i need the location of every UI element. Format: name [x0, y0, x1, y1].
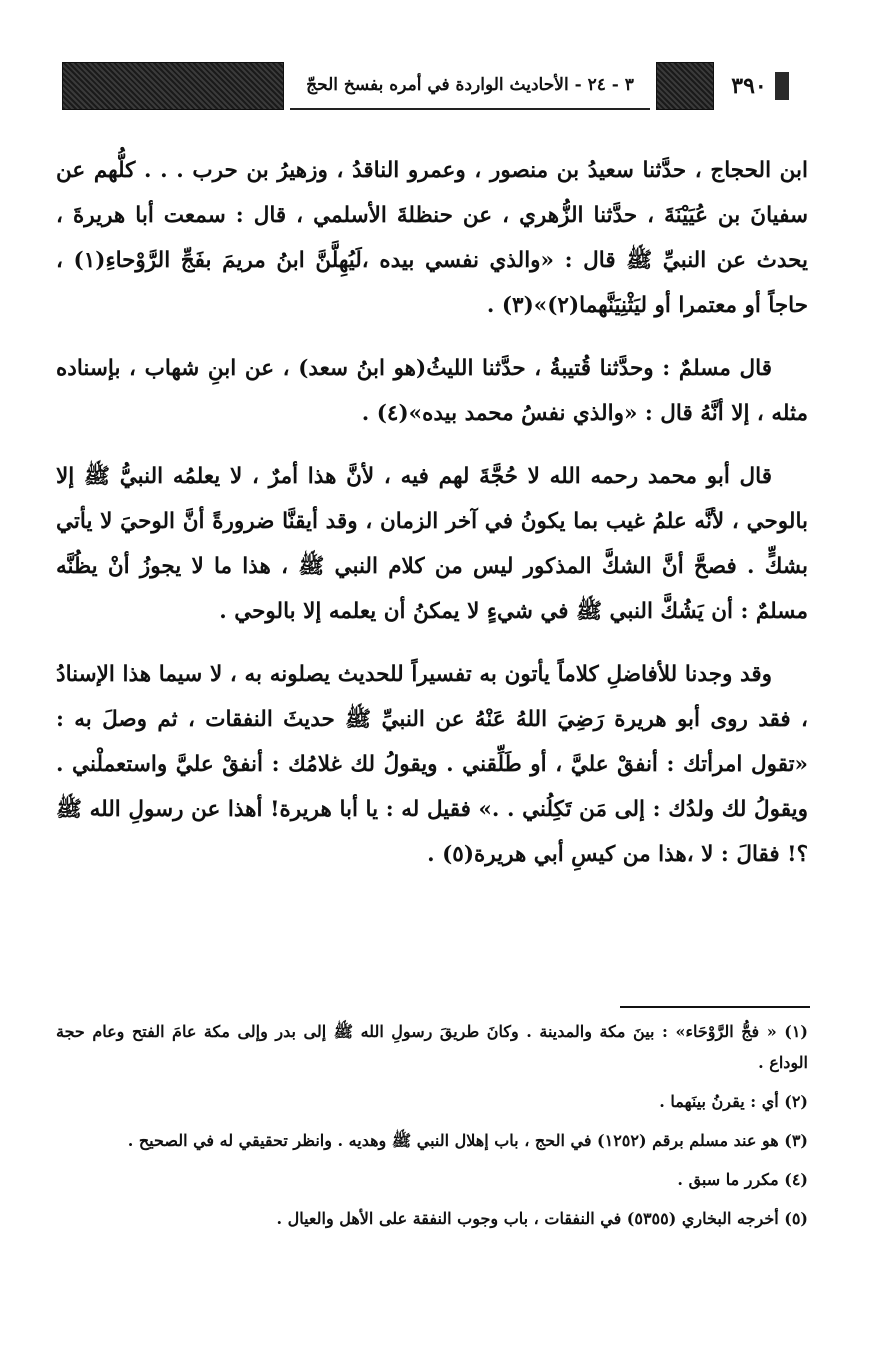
- header-title: ٣ - ٢٤ - الأحاديث الواردة في أمره بفسخ الحجّ: [290, 62, 650, 110]
- paragraph: وقد وجدنا للأفاضلِ كلاماً يأتون به تفسيراً للحديث يصلونه به ، لا سيما هذا الإسنادُ ، فقد روى أبو هريرة رَضِيَ اللهُ عَنْهُ عن النبيِّ ﷺ حديثَ النفقات ، ثم وصلَ به : «تقول امرأتك : أنفقْ عليَّ ، أو طَلِّقني . ويقولُ لك غلامُك : أنفقْ عليَّ واستعملْني . ويقولُ لك ولدُك : إلى مَن تَكِلُني . .» فقيل له : يا أبا هريرة! أهذا عن رسولِ الله ﷺ ؟! فقالَ : لا ،هذا من كيسِ أبي هريرة(٥) .: [56, 662, 808, 867]
- footnote-separator: [620, 1006, 810, 1008]
- paragraph: قال مسلمٌ : وحدَّثنا قُتيبةُ ، حدَّثنا الليثُ(هو ابنُ سعد) ، عن ابنِ شهاب ، بإسناده مثله ، إلا أنَّهُ قال : «والذي نفسُ محمد بيده»(٤) .: [56, 356, 808, 426]
- footnote: (١) « فجُّ الرَّوْحَاء» : بينَ مكة والمدينة . وكانَ طريقَ رسولِ الله ﷺ إلى بدر وإلى مكة عامَ الفتح وعام حجة الوداع .: [56, 1022, 808, 1072]
- page-number: [714, 62, 806, 110]
- footnote: (٥) أخرجه البخاري (٥٣٥٥) في النفقات ، باب وجوب النفقة على الأهل والعيال .: [276, 1209, 808, 1228]
- paragraph: ابن الحجاج ، حدَّثنا سعيدُ بن منصور ، وعمرو الناقدُ ، وزهيرُ بن حرب . . . كلُّهم عن سفيانَ بن عُيَيْنَةَ ، حدَّثنا الزُّهري ، عن حنظلةَ الأسلمي ، قال : سمعت أبا هريرةَ ، يحدث عن النبيِّ ﷺ قال : «والذي نفسي بيده ،لَيُهِلَّنَّ ابنُ مريمَ بفَجِّ الرَّوْحاءِ(١) ، حاجاً أو معتمرا أو ليَثْنِيَنَّهما(٢)»(٣) .: [56, 158, 808, 318]
- main-text: [56, 148, 808, 895]
- footnote: (٣) هو عند مسلم برقم (١٢٥٢) في الحج ، باب إهلال النبي ﷺ وهديه . وانظر تحقيقي له في الصحيح .: [127, 1131, 808, 1150]
- footnote: (٤) مكرر ما سبق .: [677, 1170, 808, 1189]
- footnotes: [56, 1016, 808, 1242]
- footnote: (٢) أي : يقرنُ بينَهما .: [659, 1092, 808, 1111]
- header-decorative-bar-left: [62, 62, 284, 110]
- running-header: [62, 62, 806, 110]
- header-marker: [775, 72, 789, 100]
- header-decorative-bar-right: [656, 62, 714, 110]
- paragraph: قال أبو محمد رحمه الله لا حُجَّةَ لهم فيه ، لأنَّ هذا أمرٌ ، لا يعلمُه النبيُّ ﷺ إلا بالوحي ، لأنَّه علمُ غيب بما يكونُ في آخر الزمان ، وقد أيقنَّا ضرورةً أنَّ الوحيَ لا يأتي بشكٍّ . فصحَّ أنَّ الشكَّ المذكور ليس من كلام النبي ﷺ ، هذا ما لا يجوزُ أنْ يظُنَّه مسلمٌ : أن يَشُكَّ النبي ﷺ في شيءٍ لا يمكنُ أن يعلمه إلا بالوحي .: [56, 464, 808, 624]
- page-number-text: ٣٩٠: [731, 73, 767, 99]
